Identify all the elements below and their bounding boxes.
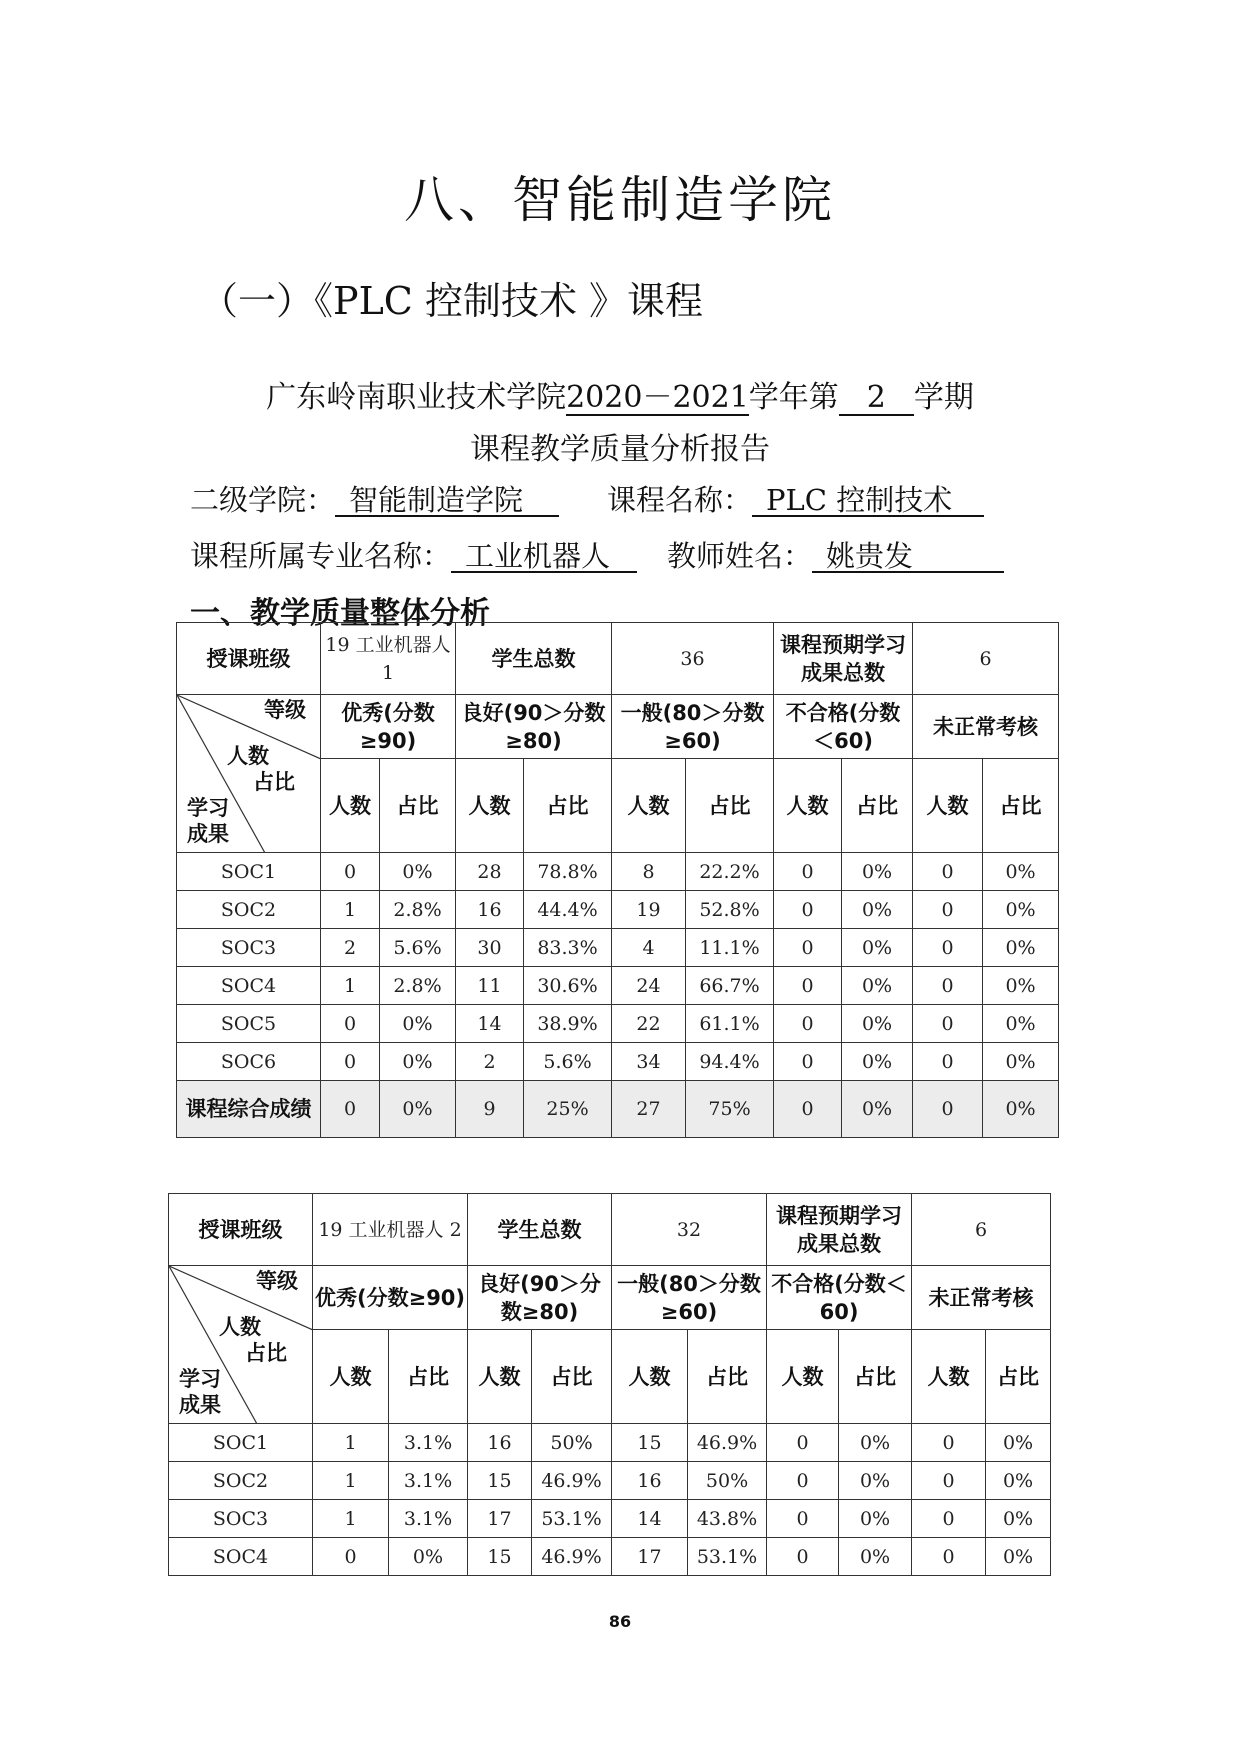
teacher-value: 姚贵发 <box>812 541 1004 573</box>
table-row <box>177 967 1059 1005</box>
ratio-cell: 53.1% <box>532 1500 612 1538</box>
term-suffix: 学期 <box>913 380 974 415</box>
ratio-cell: 3.1% <box>389 1424 468 1462</box>
absent-header: 未正常考核 <box>913 695 1059 759</box>
ratio-label: 占比 <box>253 770 295 794</box>
ratio-cell: 75% <box>686 1081 774 1138</box>
count-cell: 17 <box>468 1500 532 1538</box>
diagonal-header-cell <box>169 1266 313 1424</box>
ratio-cell: 78.8% <box>524 853 612 891</box>
ratio-cell: 0% <box>986 1424 1051 1462</box>
outcomes-value: 6 <box>912 1194 1051 1266</box>
count-cell: 0 <box>774 853 842 891</box>
outcome-name: SOC4 <box>169 1538 313 1576</box>
section-title: 一、教学质量整体分析 <box>190 596 490 631</box>
ratio-cell: 0% <box>839 1424 912 1462</box>
ratio-cell: 0% <box>983 891 1059 929</box>
count-cell: 0 <box>912 1424 986 1462</box>
table-row <box>169 1462 1051 1500</box>
outcome-name: SOC2 <box>169 1462 313 1500</box>
count-header: 人数 <box>913 759 983 853</box>
ratio-cell: 3.1% <box>389 1462 468 1500</box>
count-header: 人数 <box>468 1330 532 1424</box>
year-suffix: 学年第 <box>748 380 839 415</box>
count-cell: 0 <box>913 1005 983 1043</box>
ratio-cell: 0% <box>839 1462 912 1500</box>
count-cell: 1 <box>313 1500 389 1538</box>
students-value: 36 <box>612 623 774 695</box>
ratio-cell: 0% <box>983 1005 1059 1043</box>
count-header: 人数 <box>912 1330 986 1424</box>
ratio-cell: 44.4% <box>524 891 612 929</box>
table-row <box>169 1424 1051 1462</box>
count-cell: 34 <box>612 1043 686 1081</box>
ratio-cell: 0% <box>842 1005 913 1043</box>
count-cell: 9 <box>456 1081 524 1138</box>
teacher-label: 教师姓名： <box>667 539 813 573</box>
ratio-cell: 2.8% <box>380 891 456 929</box>
count-cell: 27 <box>612 1081 686 1138</box>
count-cell: 15 <box>612 1424 688 1462</box>
count-header: 人数 <box>321 759 380 853</box>
count-header: 人数 <box>767 1330 839 1424</box>
ratio-cell: 0% <box>842 853 913 891</box>
ratio-header: 占比 <box>688 1330 767 1424</box>
students-value: 32 <box>612 1194 767 1266</box>
outcomes-label: 课程预期学习成果总数 <box>774 623 913 695</box>
ratio-cell: 0% <box>842 1043 913 1081</box>
term-number: 2 <box>839 382 914 416</box>
count-cell: 16 <box>456 891 524 929</box>
ratio-cell: 5.6% <box>380 929 456 967</box>
ratio-cell: 25% <box>524 1081 612 1138</box>
fail-header: 不合格(分数＜60) <box>767 1266 912 1330</box>
ratio-cell: 38.9% <box>524 1005 612 1043</box>
count-cell: 0 <box>913 1081 983 1138</box>
class-label: 授课班级 <box>177 623 321 695</box>
ratio-cell: 94.4% <box>686 1043 774 1081</box>
count-cell: 14 <box>456 1005 524 1043</box>
course-label: 课程名称： <box>607 483 753 517</box>
ratio-cell: 0% <box>842 1081 913 1138</box>
fair-header: 一般(80＞分数≥60) <box>612 695 774 759</box>
count-cell: 0 <box>913 891 983 929</box>
table-row <box>177 891 1059 929</box>
count-cell: 17 <box>612 1538 688 1576</box>
ratio-header: 占比 <box>842 759 913 853</box>
count-cell: 0 <box>321 853 380 891</box>
count-label: 人数 <box>219 1315 261 1339</box>
ratio-cell: 3.1% <box>389 1500 468 1538</box>
count-cell: 0 <box>774 967 842 1005</box>
ratio-cell: 83.3% <box>524 929 612 967</box>
ratio-header: 占比 <box>839 1330 912 1424</box>
table-row <box>169 1500 1051 1538</box>
ratio-cell: 61.1% <box>686 1005 774 1043</box>
count-cell: 0 <box>913 853 983 891</box>
count-cell: 0 <box>321 1043 380 1081</box>
total-row <box>177 1081 1059 1138</box>
count-cell: 0 <box>321 1081 380 1138</box>
ratio-cell: 43.8% <box>688 1500 767 1538</box>
count-cell: 28 <box>456 853 524 891</box>
course-heading: （一）《PLC 控制技术 》课程 <box>200 279 704 323</box>
outcome-label-1: 学习 <box>179 1367 221 1391</box>
info-line-2 <box>190 534 1004 575</box>
count-cell: 8 <box>612 853 686 891</box>
count-cell: 0 <box>774 1043 842 1081</box>
major-value: 工业机器人 <box>451 541 637 573</box>
ratio-cell: 0% <box>983 929 1059 967</box>
quality-table-1 <box>176 622 1059 1138</box>
count-cell: 0 <box>913 967 983 1005</box>
grade-label: 等级 <box>264 698 306 722</box>
students-label: 学生总数 <box>468 1194 612 1266</box>
count-cell: 0 <box>912 1462 986 1500</box>
class-name: 19 工业机器人 2 <box>313 1194 468 1266</box>
ratio-cell: 0% <box>380 853 456 891</box>
count-header: 人数 <box>612 1330 688 1424</box>
outcome-label-2: 成果 <box>187 822 229 846</box>
outcomes-value: 6 <box>913 623 1059 695</box>
chapter-title: 八、智能制造学院 <box>404 171 836 229</box>
outcome-name: SOC1 <box>177 853 321 891</box>
info-line-1 <box>190 478 984 519</box>
count-header: 人数 <box>456 759 524 853</box>
ratio-cell: 22.2% <box>686 853 774 891</box>
ratio-cell: 2.8% <box>380 967 456 1005</box>
ratio-cell: 0% <box>842 929 913 967</box>
ratio-cell: 50% <box>532 1424 612 1462</box>
count-header: 人数 <box>612 759 686 853</box>
ratio-cell: 53.1% <box>688 1538 767 1576</box>
count-cell: 14 <box>612 1500 688 1538</box>
ratio-cell: 0% <box>983 1043 1059 1081</box>
outcome-name: SOC5 <box>177 1005 321 1043</box>
count-cell: 16 <box>612 1462 688 1500</box>
ratio-cell: 0% <box>986 1462 1051 1500</box>
count-cell: 19 <box>612 891 686 929</box>
count-cell: 2 <box>456 1043 524 1081</box>
ratio-header: 占比 <box>686 759 774 853</box>
fail-header: 不合格(分数＜60) <box>774 695 913 759</box>
count-cell: 30 <box>456 929 524 967</box>
ratio-header: 占比 <box>986 1330 1051 1424</box>
count-cell: 16 <box>468 1424 532 1462</box>
ratio-cell: 0% <box>839 1538 912 1576</box>
outcome-name: SOC6 <box>177 1043 321 1081</box>
count-cell: 0 <box>774 929 842 967</box>
class-name: 19 工业机器人 1 <box>321 623 456 695</box>
college-label: 二级学院： <box>190 483 336 517</box>
outcome-name: SOC4 <box>177 967 321 1005</box>
count-cell: 11 <box>456 967 524 1005</box>
count-cell: 15 <box>468 1462 532 1500</box>
ratio-header: 占比 <box>524 759 612 853</box>
count-cell: 0 <box>313 1538 389 1576</box>
count-cell: 0 <box>913 1043 983 1081</box>
count-cell: 1 <box>321 891 380 929</box>
report-title: 课程教学质量分析报告 <box>470 432 770 467</box>
ratio-cell: 46.9% <box>532 1538 612 1576</box>
count-cell: 4 <box>612 929 686 967</box>
college-value: 智能制造学院 <box>335 485 559 517</box>
table-row <box>169 1538 1051 1576</box>
count-cell: 15 <box>468 1538 532 1576</box>
excellent-header: 优秀(分数≥90) <box>313 1266 468 1330</box>
ratio-cell: 5.6% <box>524 1043 612 1081</box>
ratio-cell: 0% <box>983 1081 1059 1138</box>
count-cell: 0 <box>912 1500 986 1538</box>
ratio-cell: 0% <box>389 1538 468 1576</box>
ratio-cell: 30.6% <box>524 967 612 1005</box>
ratio-cell: 0% <box>983 967 1059 1005</box>
count-header: 人数 <box>313 1330 389 1424</box>
ratio-cell: 0% <box>986 1500 1051 1538</box>
absent-header: 未正常考核 <box>912 1266 1051 1330</box>
count-cell: 2 <box>321 929 380 967</box>
students-label: 学生总数 <box>456 623 612 695</box>
outcome-name: SOC1 <box>169 1424 313 1462</box>
count-cell: 0 <box>321 1005 380 1043</box>
excellent-header: 优秀(分数≥90) <box>321 695 456 759</box>
ratio-cell: 11.1% <box>686 929 774 967</box>
count-cell: 1 <box>313 1462 389 1500</box>
count-cell: 1 <box>321 967 380 1005</box>
ratio-cell: 0% <box>842 891 913 929</box>
grade-label: 等级 <box>256 1269 298 1293</box>
major-label: 课程所属专业名称： <box>190 539 452 573</box>
count-cell: 0 <box>912 1538 986 1576</box>
school-name: 广东岭南职业技术学院 <box>266 380 567 415</box>
ratio-cell: 50% <box>688 1462 767 1500</box>
ratio-cell: 0% <box>380 1005 456 1043</box>
academic-year: 2020－2021 <box>566 380 749 415</box>
course-value: PLC 控制技术 <box>752 485 984 517</box>
outcome-name: SOC3 <box>169 1500 313 1538</box>
table-row <box>177 929 1059 967</box>
good-header: 良好(90＞分数≥80) <box>468 1266 612 1330</box>
ratio-cell: 46.9% <box>688 1424 767 1462</box>
table-row <box>177 853 1059 891</box>
ratio-cell: 0% <box>380 1043 456 1081</box>
count-cell: 1 <box>313 1424 389 1462</box>
table-row <box>177 1005 1059 1043</box>
class-label: 授课班级 <box>169 1194 313 1266</box>
report-header <box>0 372 1240 416</box>
outcome-label-1: 学习 <box>187 796 229 820</box>
count-cell: 0 <box>767 1538 839 1576</box>
count-cell: 0 <box>774 1081 842 1138</box>
good-header: 良好(90＞分数≥80) <box>456 695 612 759</box>
ratio-cell: 46.9% <box>532 1462 612 1500</box>
count-cell: 22 <box>612 1005 686 1043</box>
ratio-cell: 52.8% <box>686 891 774 929</box>
fair-header: 一般(80＞分数≥60) <box>612 1266 767 1330</box>
ratio-header: 占比 <box>380 759 456 853</box>
count-cell: 0 <box>767 1462 839 1500</box>
diagonal-header-cell <box>177 695 321 853</box>
count-label: 人数 <box>227 744 269 768</box>
ratio-cell: 66.7% <box>686 967 774 1005</box>
ratio-cell: 0% <box>842 967 913 1005</box>
ratio-cell: 0% <box>839 1500 912 1538</box>
outcomes-label: 课程预期学习成果总数 <box>767 1194 912 1266</box>
quality-table-2 <box>168 1193 1051 1576</box>
count-cell: 0 <box>774 1005 842 1043</box>
count-cell: 0 <box>767 1500 839 1538</box>
page-number: 86 <box>608 1612 632 1631</box>
count-cell: 0 <box>913 929 983 967</box>
total-label: 课程综合成绩 <box>177 1081 321 1138</box>
table-row <box>177 1043 1059 1081</box>
outcome-name: SOC2 <box>177 891 321 929</box>
outcome-name: SOC3 <box>177 929 321 967</box>
count-header: 人数 <box>774 759 842 853</box>
ratio-header: 占比 <box>983 759 1059 853</box>
ratio-header: 占比 <box>532 1330 612 1424</box>
ratio-label: 占比 <box>245 1341 287 1365</box>
outcome-label-2: 成果 <box>179 1393 221 1417</box>
ratio-cell: 0% <box>986 1538 1051 1576</box>
ratio-header: 占比 <box>389 1330 468 1424</box>
ratio-cell: 0% <box>983 853 1059 891</box>
count-cell: 0 <box>774 891 842 929</box>
ratio-cell: 0% <box>380 1081 456 1138</box>
count-cell: 24 <box>612 967 686 1005</box>
count-cell: 0 <box>767 1424 839 1462</box>
